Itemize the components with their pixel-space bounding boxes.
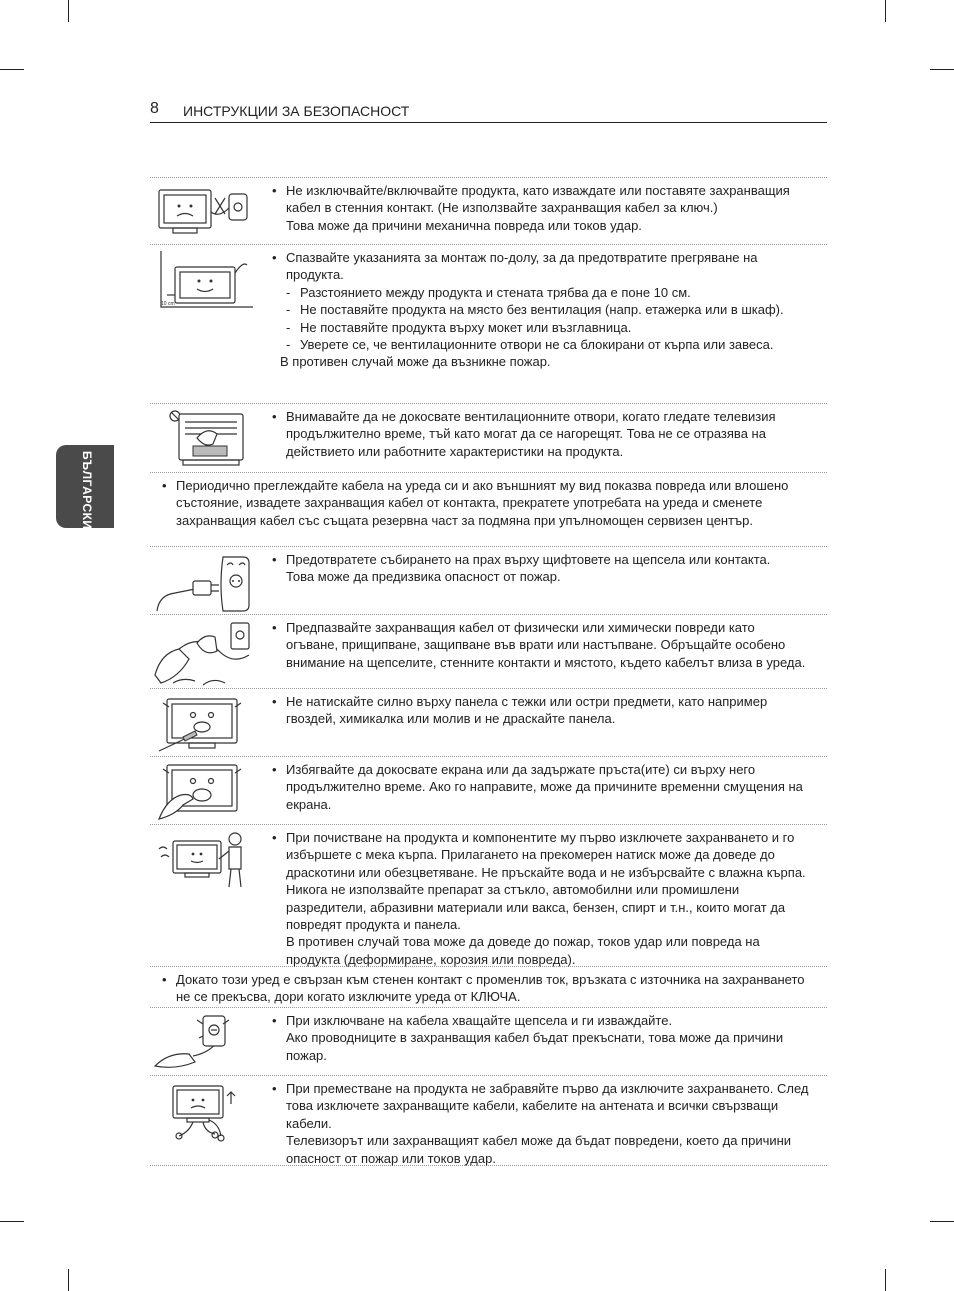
- tv-ventilation-illustration: [153, 249, 253, 313]
- safety-item: [150, 967, 827, 1008]
- safety-item: [150, 615, 827, 689]
- safety-item: [150, 404, 827, 473]
- safety-item: [150, 1076, 827, 1166]
- safety-note: Това може да причини механична повреда или токов удар.: [286, 217, 642, 233]
- safety-text: • При изключване на кабела хващайте щепсела и ги изваждайте.: [272, 1012, 810, 1029]
- crop-mark: [885, 1269, 886, 1291]
- safety-note: Телевизорът или захранващият кабел може да бъдат повредени, което да причини опасност от пожар или токов удар.: [286, 1133, 792, 1166]
- safety-text: • Предпазвайте захранващия кабел от физически или химически повреди като огъване, прищипване, защипване във врати или настъпване. Обръщайте особено внимание на щепселите, стенните контакти и мястото, където кабелът влиза в уреда.: [272, 619, 810, 671]
- safety-note: Ако проводниците в захранващия кабел бъдат прекъснати, това може да причини пожар.: [286, 1030, 784, 1063]
- safety-text: • Предотвратете събирането на прах върху щифтовете на щепсела или контакта.: [272, 551, 810, 568]
- unplug-cable-illustration: [153, 1012, 253, 1074]
- crop-mark: [68, 0, 69, 22]
- safety-text: • При почистване на продукта и компонентите му първо изключете захранването и го избършете с мека кърпа. Прилагането на прекомерен натиск може да доведе до драскотини или обезцветяване. Не пръскайте вода и не избърсвайте с влажна кърпа. Никога не използвайте препарат за стъкло, автомобилни или промишлени разредители, абразивни материали или вакса, бензен, спирт и т.н., които могат да повредят продукта и панела.: [272, 829, 810, 933]
- tv-touch-illustration: [153, 761, 253, 823]
- safety-item: [150, 689, 827, 757]
- safety-note: В противен случай това може да доведе до пожар, токов удар или повреда на продукта (деформиране, корозия или повреда).: [286, 934, 760, 967]
- page-header: [150, 100, 827, 123]
- safety-item: [150, 177, 827, 245]
- language-tab: [56, 445, 114, 528]
- language-tab-label: БЪЛГАРСКИ: [80, 451, 94, 530]
- safety-text: • Не натискайте силно върху панела с тежки или остри предмети, като например гвоздей, химикалка или молив и не драскайте панела.: [272, 693, 810, 728]
- crop-mark: [930, 1221, 954, 1222]
- tv-moving-illustration: [153, 1080, 253, 1142]
- page-number: 8: [150, 100, 159, 117]
- safety-text: • Спазвайте указанията за монтаж по-долу, за да предотвратите прегряване на продукта.: [272, 249, 810, 284]
- safety-text: • Периодично преглеждайте кабела на уреда си и ако външният му вид показва повреда или влошено състояние, извадете захранващия кабел от контакта, прекратете употребата на уреда и сменете захранващия кабел със същата резервна част за подмяна при упълномощен сервизен център.: [162, 477, 810, 529]
- crop-mark: [0, 69, 24, 70]
- tv-vent-heat-illustration: [153, 408, 253, 470]
- safety-item: [150, 825, 827, 967]
- safety-item: [150, 757, 827, 825]
- safety-subitem: - Уверете се, че вентилационните отвори не са блокирани от кърпа или завеса.: [272, 336, 810, 353]
- safety-text: • Внимавайте да не докосвате вентилационните отвори, когато гледате телевизия продължително време, тъй като могат да се нагорещят. Това не се отразява на действието или работните характеристики на продукта.: [272, 408, 810, 460]
- safety-note: В противен случай може да възникне пожар.: [280, 354, 551, 370]
- safety-item: [150, 473, 827, 547]
- crop-mark: [0, 1221, 24, 1222]
- tv-unplug-illustration: [153, 182, 253, 240]
- safety-subitem: - Не поставяйте продукта върху мокет или възглавница.: [272, 319, 810, 336]
- safety-item: [150, 245, 827, 404]
- safety-text: • Избягвайте да докосвате екрана или да задържате пръста(ите) си върху него продължително време. Ако го направите, може да причините временни смущения на екрана.: [272, 761, 810, 813]
- safety-item: [150, 547, 827, 615]
- safety-text: • Докато този уред е свързан към стенен контакт с променлив ток, връзката с източника на захранването не се прекъсва, дори когато изключите уреда от КЛЮЧА.: [162, 971, 810, 1006]
- safety-list: [150, 177, 827, 1166]
- safety-item: [150, 1008, 827, 1076]
- crop-mark: [885, 0, 886, 22]
- crop-mark: [68, 1269, 69, 1291]
- safety-subitem: - Не поставяйте продукта на място без вентилация (напр. етажерка или в шкаф).: [272, 301, 810, 318]
- safety-subitem: - Разстоянието между продукта и стената трябва да е поне 10 см.: [272, 284, 810, 301]
- safety-note: Това може да предизвика опасност от пожар.: [286, 569, 561, 585]
- plug-dust-illustration: [153, 551, 253, 613]
- cable-damage-illustration: [153, 619, 253, 687]
- tv-cleaning-illustration: [153, 829, 253, 891]
- safety-text: • Не изключвайте/включвайте продукта, като изваждате или поставяте захранващия кабел в стенния контакт. (Не използвайте захранващия кабел за ключ.): [272, 182, 810, 217]
- page-title: ИНСТРУКЦИИ ЗА БЕЗОПАСНОСТ: [183, 103, 410, 119]
- safety-text: • При преместване на продукта не забравяйте първо да изключите захранването. След това изключете захранващите кабели, кабелите на антената и всички свързващи кабели.: [272, 1080, 810, 1132]
- crop-mark: [930, 69, 954, 70]
- distance-label: 10 cm: [161, 301, 175, 307]
- tv-pressure-illustration: [153, 693, 253, 755]
